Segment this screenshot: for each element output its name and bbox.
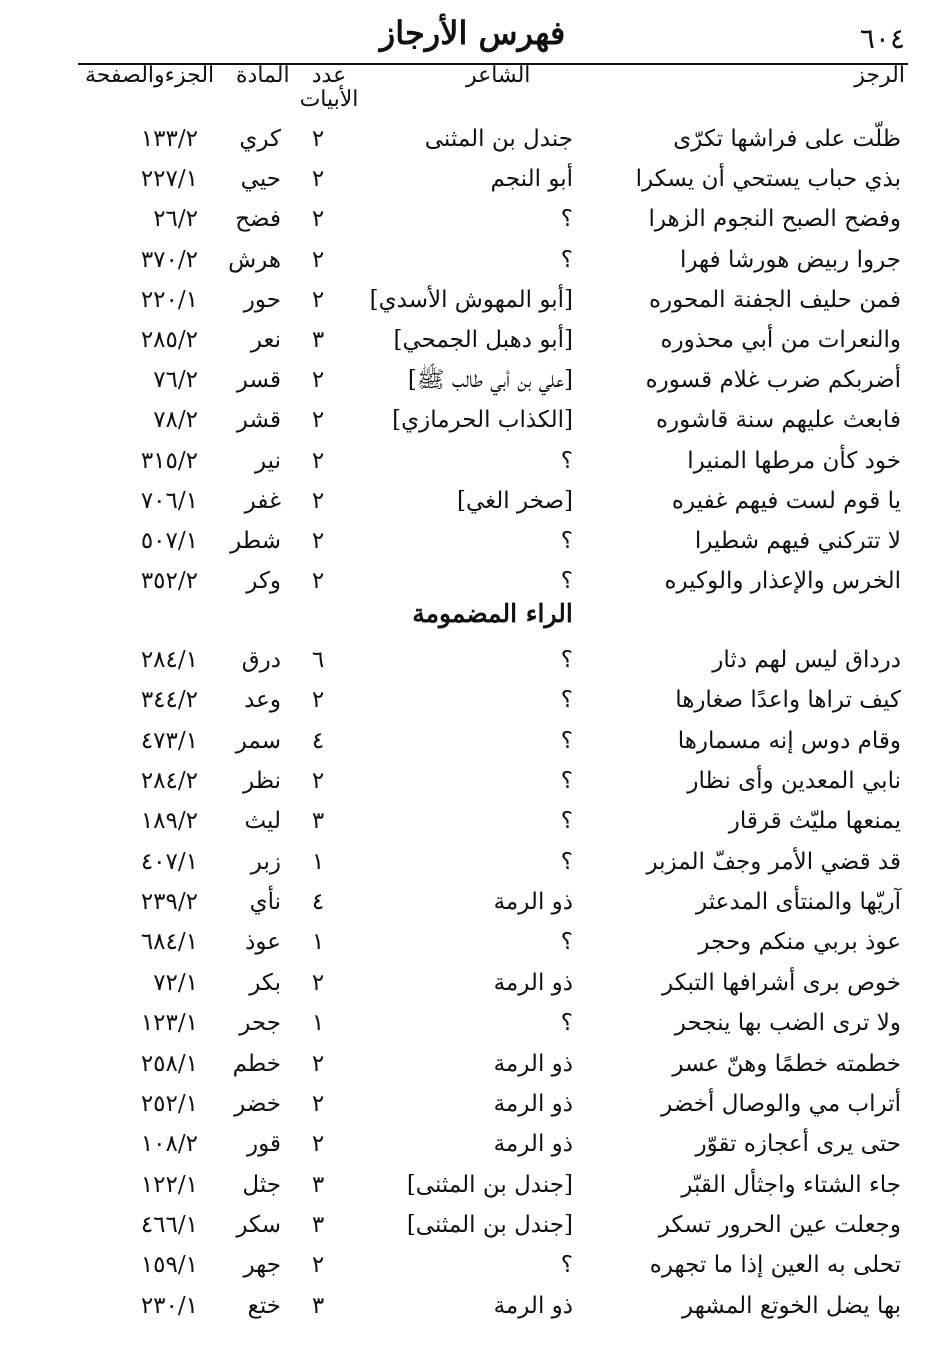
poet-name: ؟ — [560, 206, 573, 233]
root-word: فضح — [235, 206, 281, 233]
index-row — [0, 1045, 945, 1083]
volume-page: ٤٦٦/١ — [140, 1211, 198, 1238]
verse-count: ٢ — [311, 206, 325, 233]
poet-name: [علي بن أبي طالب ﷺ] — [407, 367, 573, 394]
verse-count: ٢ — [311, 407, 325, 434]
root-word: غفر — [244, 487, 281, 514]
verse-count: ٦ — [311, 647, 325, 673]
root-word: خطم — [232, 1050, 281, 1077]
rajaz-verse: يا قوم لست فيهم غفيره — [671, 487, 901, 514]
volume-page: ٤٧٣/١ — [140, 727, 198, 754]
root-word: شطر — [230, 528, 281, 554]
rajaz-verse: الخرس والإعذار والوكيره — [664, 568, 901, 595]
poet-name: ذو الرمة — [493, 969, 573, 996]
root-word: درق — [241, 647, 281, 673]
root-word: عوذ — [245, 929, 281, 956]
rajaz-verse: قد قضي الأمر وجفّ المزبر — [646, 848, 901, 875]
volume-page: ٢٣٠/١ — [140, 1292, 198, 1319]
verse-count: ٢ — [311, 528, 325, 554]
poet-name: ؟ — [560, 246, 573, 273]
verse-count: ٣ — [311, 327, 325, 353]
poet-name: ؟ — [560, 848, 573, 875]
poet-name: ؟ — [560, 768, 573, 795]
rajaz-verse: يمنعها مليّث قرقار — [728, 808, 901, 835]
volume-page: ٣١٥/٢ — [140, 447, 198, 474]
verse-count: ٤ — [311, 727, 325, 754]
rajaz-verse: وجعلت عين الحرور تسكر — [658, 1211, 901, 1238]
index-row — [0, 401, 945, 439]
poet-name: ؟ — [560, 568, 573, 595]
rajaz-verse: كيف تراها واعدًا صغارها — [675, 687, 901, 714]
rajaz-verse: آريّها والمنتأى المدعثر — [696, 889, 901, 916]
root-word: وكر — [246, 568, 281, 595]
volume-page: ١٢٢/١ — [140, 1171, 198, 1198]
index-row — [0, 843, 945, 881]
column-header-count-line2: الأبيات — [299, 87, 359, 112]
poet-name: ؟ — [560, 1252, 573, 1279]
rajaz-verse: فمن حليف الجفنة المحوره — [648, 286, 901, 313]
verse-count: ١ — [311, 1010, 325, 1037]
rajaz-verse: جروا ربيض هورشا فهرا — [679, 246, 901, 273]
column-header-poet: الشاعر — [466, 63, 531, 88]
verse-count: ٢ — [311, 687, 325, 714]
verse-count: ٤ — [311, 889, 325, 916]
column-header-count-line1: عدد — [311, 63, 347, 88]
verse-count: ٢ — [311, 367, 325, 394]
verse-count: ٢ — [311, 768, 325, 795]
root-word: نير — [254, 447, 281, 474]
poet-name: ذو الرمة — [493, 1050, 573, 1077]
index-row — [0, 1085, 945, 1123]
volume-page: ٢٥٨/١ — [140, 1050, 198, 1077]
volume-page: ١٨٩/٢ — [140, 808, 198, 835]
poet-name: [جندل بن المثنى] — [406, 1211, 573, 1238]
poet-name: ؟ — [560, 447, 573, 474]
index-row — [0, 641, 945, 679]
poet-name: ذو الرمة — [493, 1131, 573, 1158]
volume-page: ٤٠٧/١ — [140, 848, 198, 875]
index-row — [0, 923, 945, 961]
column-header-count — [296, 64, 362, 112]
rajaz-verse: خود كأن مرطها المنيرا — [687, 447, 901, 474]
rajaz-verse: جاء الشتاء واجثأل القبّر — [681, 1171, 901, 1198]
verse-count: ٢ — [311, 487, 325, 514]
verse-count: ٢ — [311, 1252, 325, 1279]
volume-page: ٧٨/٢ — [153, 407, 198, 434]
root-word: كري — [239, 126, 281, 152]
index-row — [0, 762, 945, 800]
index-row — [0, 200, 945, 238]
rajaz-verse: درداق ليس لهم دثار — [712, 647, 901, 673]
verse-count: ٢ — [311, 969, 325, 996]
root-word: ختع — [247, 1292, 281, 1319]
index-row — [0, 442, 945, 480]
index-row — [0, 361, 945, 399]
poet-name: جندل بن المثنى — [424, 126, 573, 152]
rajaz-verse: بذي حباب يستحي أن يسكرا — [635, 166, 901, 193]
root-word: نعر — [250, 327, 281, 353]
poet-name: ذو الرمة — [493, 1292, 573, 1319]
index-row — [0, 160, 945, 198]
verse-count: ٢ — [311, 1090, 325, 1117]
root-word: قسر — [236, 367, 281, 394]
rajaz-verse: ظلّت على فراشها تكرّى — [673, 126, 901, 152]
rajaz-verse: خطمته خطمًا وهنّ عسر — [672, 1050, 901, 1077]
root-word: قور — [247, 1131, 281, 1158]
verse-count: ٣ — [311, 808, 325, 835]
verse-count: ٢ — [311, 568, 325, 595]
root-word: حور — [243, 286, 281, 313]
volume-page: ٧٠٦/١ — [140, 487, 198, 514]
rajaz-verse: وفضح الصبح النجوم الزهرا — [648, 206, 901, 233]
rajaz-verse: وقام دوس إنه مسمارها — [677, 727, 901, 754]
verse-count: ١ — [311, 848, 325, 875]
index-row — [0, 281, 945, 319]
verse-count: ٢ — [311, 286, 325, 313]
index-row — [0, 482, 945, 520]
root-word: زبر — [250, 848, 281, 875]
poet-name: ؟ — [560, 647, 573, 673]
index-row — [0, 1004, 945, 1042]
rajaz-verse: لا تتركني فيهم شطيرا — [694, 528, 901, 554]
volume-page: ٢٥٢/١ — [140, 1090, 198, 1117]
volume-page: ١٥٩/١ — [140, 1252, 198, 1279]
rajaz-verse: والنعرات من أبي محذوره — [660, 327, 901, 353]
rajaz-verse: خوص برى أشرافها التبكر — [662, 969, 901, 996]
root-word: سمر — [235, 727, 281, 754]
index-row — [0, 802, 945, 840]
volume-page: ٥٠٧/١ — [140, 528, 198, 554]
volume-page: ٢٨٤/٢ — [140, 768, 198, 795]
index-row — [0, 241, 945, 279]
volume-page: ٢٢٠/١ — [140, 286, 198, 313]
poet-name: ؟ — [560, 528, 573, 554]
index-row — [0, 120, 945, 158]
volume-page: ٢٢٧/١ — [140, 166, 198, 193]
volume-page: ٦٨٤/١ — [140, 929, 198, 956]
header-divider — [78, 63, 908, 65]
volume-page: ٣٧٠/٢ — [140, 246, 198, 273]
index-row — [0, 1246, 945, 1284]
verse-count: ٢ — [311, 166, 325, 193]
rajaz-verse: أضربكم ضرب غلام قسوره — [645, 367, 901, 394]
root-word: ليث — [244, 808, 281, 835]
verse-count: ٢ — [311, 246, 325, 273]
verse-count: ١ — [311, 929, 325, 956]
root-word: قشر — [236, 407, 281, 434]
column-header-rajaz: الرجز — [854, 63, 905, 88]
verse-count: ٣ — [311, 1211, 325, 1238]
index-row — [0, 681, 945, 719]
rajaz-verse: عوذ بربي منكم وحجر — [698, 929, 901, 956]
poet-name: [أبو المهوش الأسدي] — [369, 286, 573, 313]
poet-name: [الكذاب الحرمازي] — [392, 407, 573, 434]
index-row — [0, 883, 945, 921]
column-header-reference: الجزءوالصفحة — [85, 63, 215, 88]
root-word: نظر — [243, 768, 281, 795]
volume-page: ٢٨٥/٢ — [140, 327, 198, 353]
page-number: ٦٠٤ — [859, 22, 905, 55]
volume-page: ١٢٣/١ — [140, 1010, 198, 1037]
root-word: نأي — [249, 889, 281, 916]
poet-name: [أبو دهبل الجمحي] — [393, 327, 573, 353]
rajaz-verse: ولا ترى الضب بها ينجحر — [674, 1010, 901, 1037]
page-title: فهرس الأرجاز — [379, 14, 566, 52]
verse-count: ٢ — [311, 1050, 325, 1077]
poet-name: أبو النجم — [490, 166, 573, 193]
volume-page: ١٣٣/٢ — [140, 126, 198, 152]
index-row — [0, 522, 945, 560]
root-word: جهر — [243, 1252, 281, 1279]
volume-page: ٧٦/٢ — [153, 367, 198, 394]
verse-count: ٣ — [311, 1292, 325, 1319]
verse-count: ٢ — [311, 1131, 325, 1158]
poet-name: ؟ — [560, 687, 573, 714]
rajaz-verse: تحلى به العين إذا ما تجهره — [649, 1252, 901, 1279]
poet-name: ذو الرمة — [493, 1090, 573, 1117]
root-word: جحر — [239, 1010, 281, 1037]
poet-name: [جندل بن المثنى] — [406, 1171, 573, 1198]
root-word: هرش — [228, 246, 281, 273]
root-word: جثل — [242, 1171, 281, 1198]
index-row — [0, 321, 945, 359]
root-word: بكر — [249, 969, 281, 996]
root-word: خضر — [234, 1090, 281, 1117]
section-title: الراء المضمومة — [412, 599, 573, 628]
index-row — [0, 964, 945, 1002]
index-row — [0, 1287, 945, 1325]
index-row — [0, 1125, 945, 1163]
poet-name: [صخر الغي] — [457, 487, 573, 514]
volume-page: ٢٦/٢ — [153, 206, 198, 233]
index-row — [0, 1166, 945, 1204]
index-row — [0, 1206, 945, 1244]
volume-page: ١٠٨/٢ — [140, 1131, 198, 1158]
poet-name: ؟ — [560, 929, 573, 956]
volume-page: ٧٢/١ — [153, 969, 198, 996]
rajaz-verse: فابعث عليهم سنة قاشوره — [655, 407, 901, 434]
verse-count: ٢ — [311, 447, 325, 474]
poet-name: ؟ — [560, 1010, 573, 1037]
volume-page: ٣٤٤/٢ — [140, 687, 198, 714]
verse-count: ٣ — [311, 1171, 325, 1198]
volume-page: ٢٣٩/٢ — [140, 889, 198, 916]
volume-page: ٣٥٢/٢ — [140, 568, 198, 595]
rajaz-verse: بها يضل الخوتع المشهر — [682, 1292, 901, 1319]
column-header-root: المادة — [236, 63, 290, 88]
verse-count: ٢ — [311, 126, 325, 152]
root-word: وعد — [244, 687, 281, 714]
poet-name: ذو الرمة — [493, 889, 573, 916]
volume-page: ٢٨٤/١ — [140, 647, 198, 673]
poet-name: ؟ — [560, 808, 573, 835]
rajaz-verse: نابي المعدين وأى نظار — [687, 768, 901, 795]
root-word: سكر — [236, 1211, 281, 1238]
root-word: حيي — [240, 166, 281, 193]
poet-name: ؟ — [560, 727, 573, 754]
index-row — [0, 722, 945, 760]
rajaz-verse: أتراب مي والوصال أخضر — [661, 1090, 901, 1117]
rajaz-verse: حتى يرى أعجازه تقوّر — [695, 1131, 901, 1158]
